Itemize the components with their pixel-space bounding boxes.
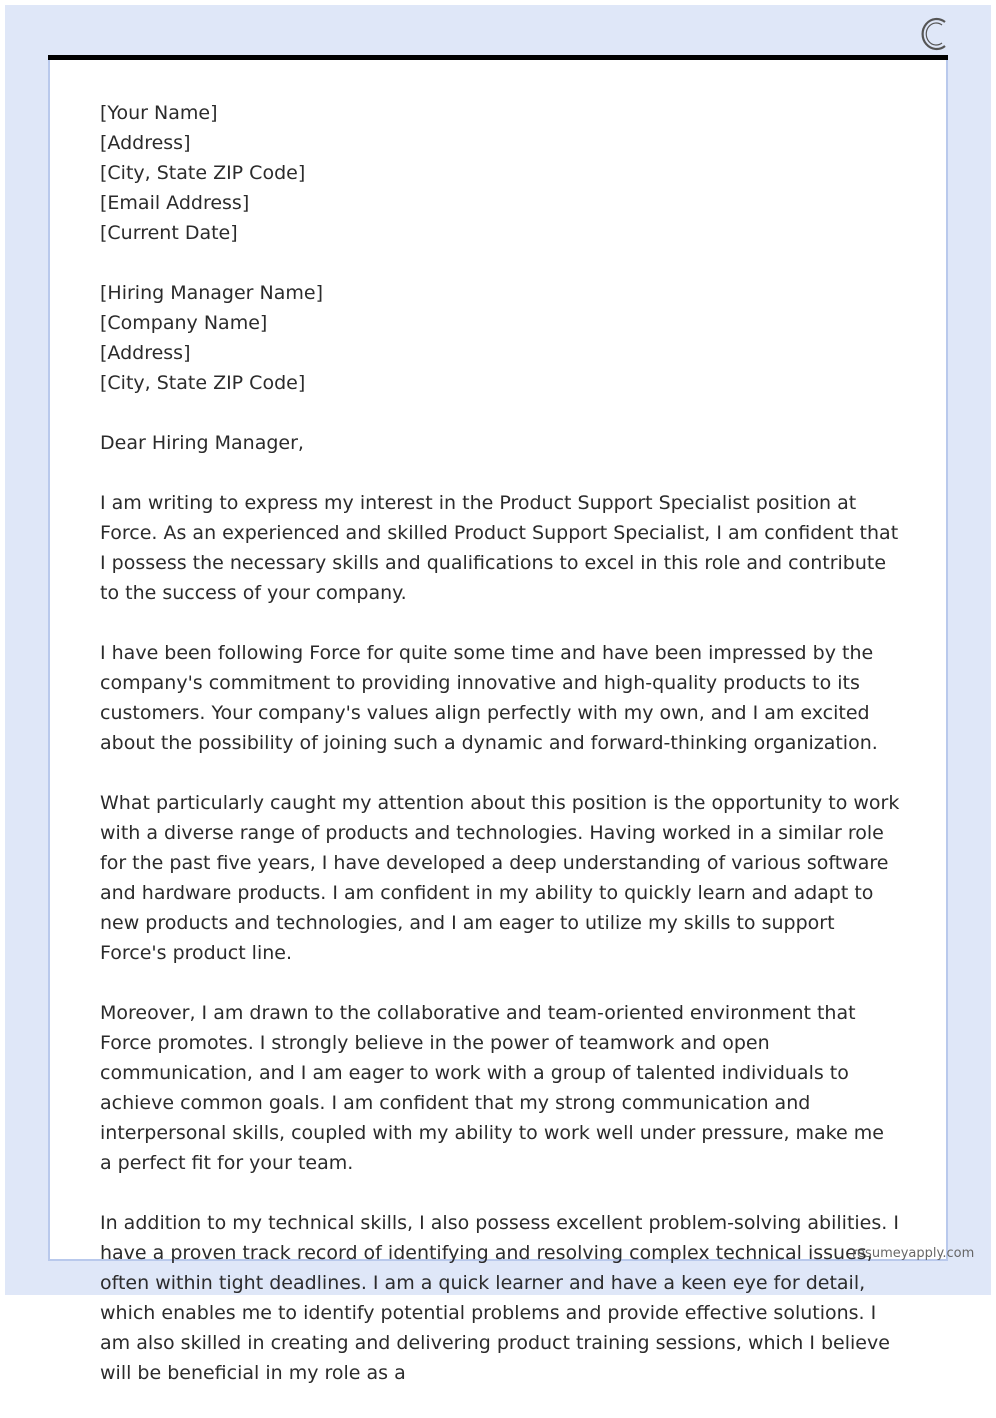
sender-email: [Email Address]	[100, 192, 250, 214]
sender-block	[100, 98, 900, 248]
cover-letter	[100, 98, 900, 1418]
recipient-company: [Company Name]	[100, 312, 268, 334]
body-paragraph: Moreover, I am drawn to the collaborative and team-oriented environment that Force promotes. I strongly believe in the power of teamwork and open communication, and I am eager to work with a group of talented individuals to achieve common goals. I am confident that my strong communication and interpersonal skills, coupled with my ability to work well under pressure, make me a perfect fit for your team.	[100, 1002, 884, 1174]
letter-date: [Current Date]	[100, 222, 238, 244]
recipient-block	[100, 278, 900, 398]
salutation: Dear Hiring Manager,	[100, 432, 304, 454]
logo-icon	[918, 14, 954, 54]
recipient-city-state-zip: [City, State ZIP Code]	[100, 372, 306, 394]
recipient-name: [Hiring Manager Name]	[100, 282, 323, 304]
body-paragraph: In addition to my technical skills, I also possess excellent problem-solving abilities. I have a proven track record of identifying and resolving complex technical issues, often within tight deadlines. I am a quick learner and have a keen eye for detail, which enables me to identify potential problems and provide effective solutions. I am also skilled in creating and delivering product training sessions, which I believe will be beneficial in my role as a	[100, 1212, 899, 1384]
recipient-address: [Address]	[100, 342, 191, 364]
sender-address: [Address]	[100, 132, 191, 154]
body-paragraph: What particularly caught my attention about this position is the opportunity to work with a diverse range of products and technologies. Having worked in a similar role for the past five years, I have developed a deep understanding of various software and hardware products. I am confident in my ability to quickly learn and adapt to new products and technologies, and I am eager to utilize my skills to support Force's product line.	[100, 792, 900, 964]
body-paragraph: I have been following Force for quite some time and have been impressed by the company's commitment to providing innovative and high-quality products to its customers. Your company's values align perfectly with my own, and I am excited about the possibility of joining such a dynamic and forward-thinking organization.	[100, 642, 878, 754]
watermark: resumeyapply.com	[852, 1246, 975, 1261]
body-paragraph: I am writing to express my interest in the Product Support Specialist position at Force. As an experienced and skilled Product Support Specialist, I am confident that I possess the necessary skills and qualifications to excel in this role and contribute to the success of your company.	[100, 492, 899, 604]
sender-name: [Your Name]	[100, 102, 218, 124]
sender-city-state-zip: [City, State ZIP Code]	[100, 162, 306, 184]
